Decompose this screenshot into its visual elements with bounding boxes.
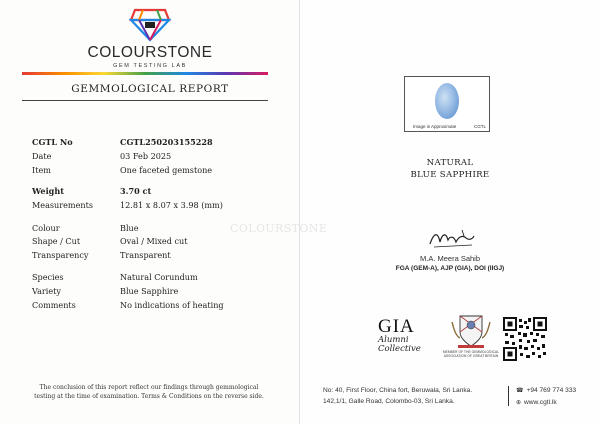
detail-label: Variety [32, 286, 61, 296]
detail-value: Natural Corundum [120, 272, 198, 282]
signer-qualifications: FGA (GEM-A), AJP (GIA), DOI (IIGJ) [395, 265, 505, 272]
photo-mark: CGTL [473, 124, 486, 129]
report-title: GEMMOLOGICAL REPORT [71, 83, 229, 95]
detail-label: Species [32, 272, 64, 282]
colourstone-logo [0, 8, 300, 69]
lab-address [323, 385, 472, 407]
detail-label: Comments [32, 300, 76, 310]
detail-value: One faceted gemstone [120, 165, 213, 175]
footnote-line: testing at the time of examination. Terms & Conditions on the reverse side. [34, 393, 264, 400]
detail-value: 3.70 ct [120, 186, 152, 196]
detail-label: Transparency [32, 250, 89, 260]
detail-label: Date [32, 151, 52, 161]
detail-label: Colour [32, 223, 60, 233]
phone-icon: ☎ [516, 388, 524, 394]
result-line-2: BLUE SAPPHIRE [410, 170, 490, 180]
gemstone-photo [404, 76, 490, 132]
colourstone-watermark: COLOURSTONE [230, 222, 328, 235]
address-line: No: 40, First Floor, China fort, Beruwala, Sri Lanka. [323, 387, 473, 394]
detail-value: Blue [120, 223, 139, 233]
crest-caption [434, 350, 508, 358]
contact-divider [508, 386, 509, 406]
gia-letters: GIA [378, 316, 415, 337]
title-divider [22, 100, 268, 101]
detail-value: Oval / Mixed cut [120, 236, 188, 246]
result-line-1: NATURAL [426, 158, 474, 168]
brand-name: COLOURSTONE [87, 44, 213, 61]
detail-value: Transparent [120, 250, 171, 260]
detail-label: Measurements [32, 200, 94, 210]
detail-value: CGTL250203155228 [120, 137, 213, 147]
crest-caption-line: ASSOCIATION OF GREAT BRITAIN [443, 354, 499, 358]
crest-caption-line: MEMBER OF THE GEMMOLOGICAL [442, 350, 500, 354]
photo-caption: Image is Approximate [413, 124, 457, 129]
website-url: www.cgtl.lk [524, 399, 557, 406]
blue-sapphire-image [435, 83, 459, 119]
report-right-page [230, 0, 600, 424]
gia-script-2: Collective [378, 344, 421, 354]
address-line: 142,1/1, Galle Road, Colombo-03, Sri Lanka. [323, 398, 455, 405]
gia-alumni-logo [378, 318, 424, 354]
detail-value: Blue Sapphire [120, 286, 179, 296]
detail-label: Shape / Cut [32, 236, 81, 246]
detail-label: Item [32, 165, 51, 175]
phone-number: +94 769 774 333 [526, 387, 577, 394]
detail-value: 03 Feb 2025 [120, 151, 172, 161]
lab-contact [516, 385, 576, 409]
rainbow-rule [22, 72, 268, 75]
detail-value: 12.81 x 8.07 x 3.98 (mm) [120, 200, 223, 210]
detail-label: Weight [32, 186, 64, 196]
detail-label: CGTL No [32, 137, 73, 147]
signer-name: M.A. Meera Sahib [419, 254, 481, 263]
report-footnote [18, 383, 280, 401]
signature-icon [428, 228, 476, 250]
contact-phone[interactable] [516, 385, 576, 397]
footnote-line: The conclusion of this report reflect our findings through gemmological [39, 384, 259, 391]
globe-icon: ⊕ [516, 400, 522, 406]
gia-script-1: Alumni [378, 335, 409, 345]
brand-subtitle: GEM TESTING LAB [113, 63, 187, 69]
contact-website[interactable] [516, 397, 576, 409]
qr-code-icon[interactable] [503, 317, 547, 361]
detail-value: No indications of heating [120, 300, 224, 310]
gem-a-crest-icon [448, 312, 494, 350]
gem-logo-icon [129, 8, 171, 42]
